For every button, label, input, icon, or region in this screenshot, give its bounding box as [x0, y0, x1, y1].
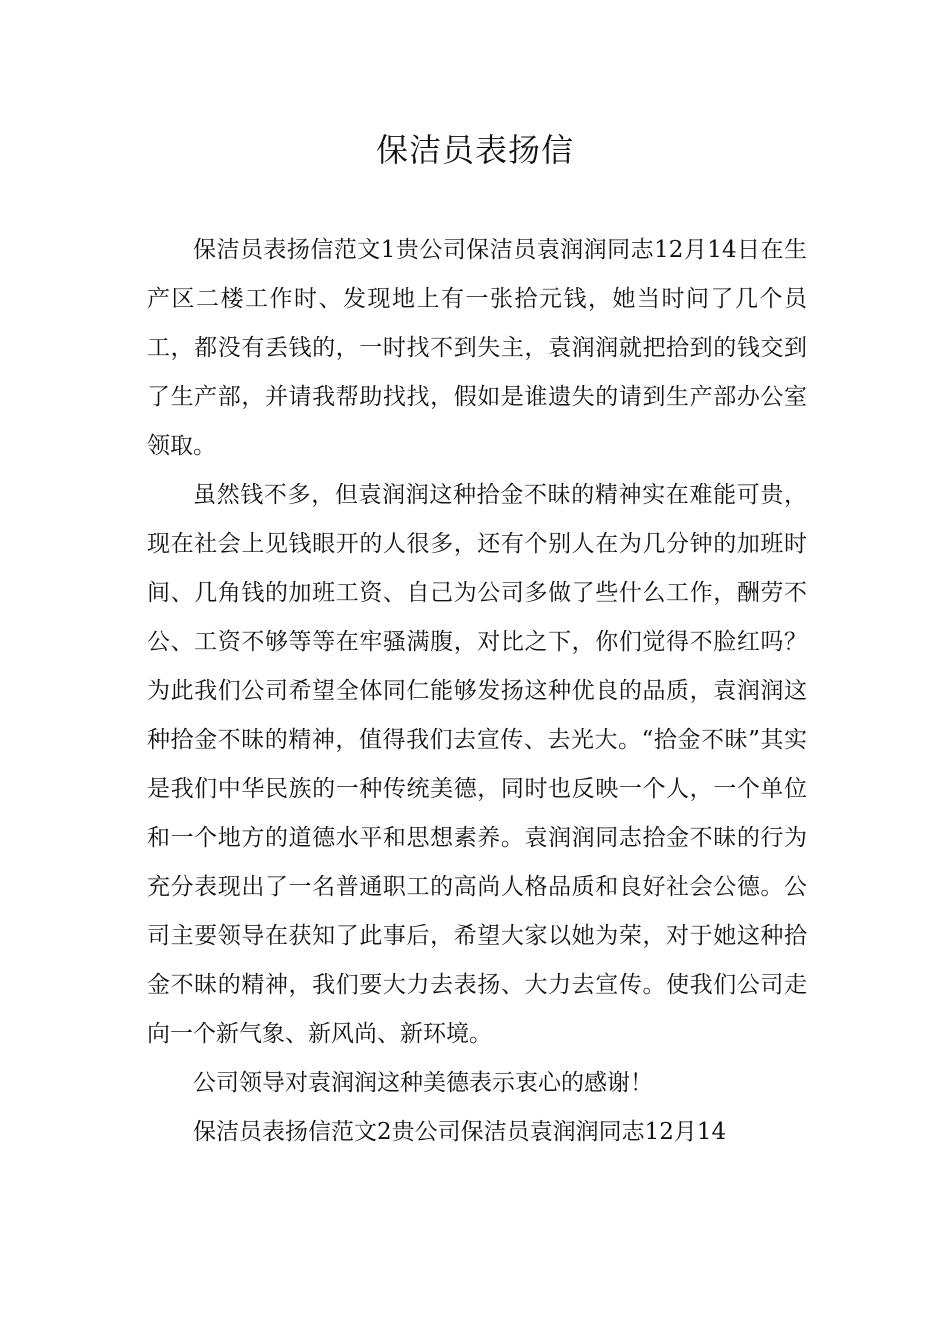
- paragraph-3: 公司领导对袁润润这种美德表示衷心的感谢！: [193, 1070, 653, 1096]
- paragraph-2: 虽然钱不多，但袁润润这种拾金不昧的精神实在难能可贵，现在社会上见钱眼开的人很多，还有个别人在为几分钟的加班时间、几角钱的加班工资、自己为公司多做了些什么工作，酬劳不公、工资不够等等在牢骚满腹，对比之下，你们觉得不脸红吗？为此我们公司希望全体同仁能够发扬这种优良的品质，袁润润这种拾金不昧的精神，值得我们去宣传、去光大。“拾金不昧”其实是我们中华民族的一种传统美德，同时也反映一个人，一个单位和一个地方的道德水平和思想素养。袁润润同志拾金不昧的行为充分表现出了一名普通职工的高尚人格品质和良好社会公德。公司主要领导在获知了此事后，希望大家以她为荣，对于她这种拾金不昧的精神，我们要大力去表扬、大力去宣传。使我们公司走向一个新气象、新风尚、新环境。: [147, 482, 807, 1047]
- paragraph-1: 保洁员表扬信范文1贵公司保洁员袁润润同志12月14日在生产区二楼工作时、发现地上有一张拾元钱，她当时问了几个员工，都没有丢钱的，一时找不到失主，袁润润就把拾到的钱交到了生产部，并请我帮助找找，假如是谁遗失的请到生产部办公室领取。: [147, 237, 807, 459]
- document-title: 保洁员表扬信: [375, 131, 574, 169]
- document-body: [147, 226, 807, 1157]
- paragraph-4: 保洁员表扬信范文2贵公司保洁员袁润润同志12月14: [193, 1119, 727, 1145]
